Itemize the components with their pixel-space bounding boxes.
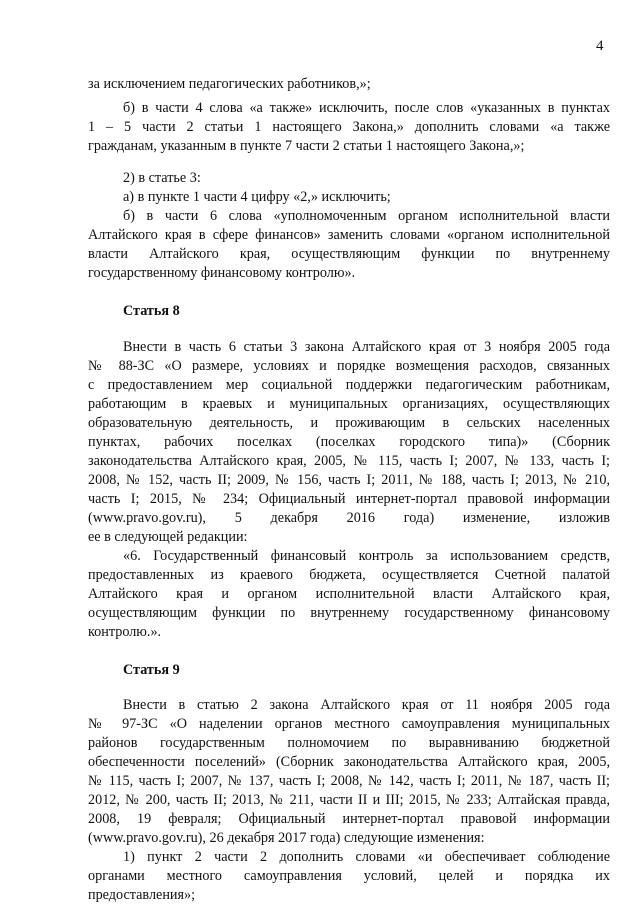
text-line: контролю.».	[88, 624, 162, 640]
text-line: гражданам, указанным в пункте 7 части 2 статьи 1 настоящего Закона,»;	[88, 138, 525, 154]
page-number: 4	[596, 38, 604, 54]
text-line: образовательную деятельность, и проживающим в сельских населенных	[88, 415, 610, 431]
text-line: (www.pravo.gov.ru), 26 декабря 2017 года) следующие изменения:	[88, 830, 485, 846]
text-line: пунктах, рабочих поселках (поселках городского типа)» (Сборник	[88, 434, 610, 450]
text-line: районов государственным полномочием по выравниванию бюджетной	[88, 735, 610, 751]
text-line: «6. Государственный финансовый контроль за использованием средств,	[123, 548, 610, 564]
text-line: предоставленных из краевого бюджета, осуществляется Счетной палатой	[88, 567, 610, 583]
text-line: Внести в часть 6 статьи 3 закона Алтайского края от 3 ноября 2005 года	[123, 339, 610, 355]
text-line: 2008, 19 февраля; Официальный интернет-портал правовой информации	[88, 811, 610, 827]
text-line: 1 – 5 части 2 статьи 1 настоящего Закона,» дополнить словами «а также	[88, 119, 610, 135]
text-line: 1) пункт 2 части 2 дополнить словами «и обеспечивает соблюдение	[123, 849, 610, 865]
text-line: Внести в статью 2 закона Алтайского края от 11 ноября 2005 года	[123, 697, 610, 713]
text-line: 2008, № 152, часть II; 2009, № 156, часть I; 2011, № 188, часть I; 2013, № 210,	[88, 472, 610, 488]
text-line: № 115, часть I; 2007, № 137, часть I; 2008, № 142, часть I; 2011, № 187, часть II;	[88, 773, 610, 789]
text-line: ее в следующей редакции:	[88, 529, 248, 545]
text-line: № 88-ЗС «О размере, условиях и порядке возмещения расходов, связанных	[88, 358, 610, 374]
text-line: б) в части 6 слова «уполномоченным органом исполнительной власти	[123, 208, 610, 224]
text-line: предоставления»;	[88, 887, 196, 903]
text-line: б) в части 4 слова «а также» исключить, после слов «указанных в пунктах	[123, 100, 610, 116]
article-heading: Статья 9	[123, 662, 180, 678]
text-line: за исключением педагогических работников,»;	[88, 76, 371, 92]
article-heading: Статья 8	[123, 303, 180, 319]
text-line: 2) в статье 3:	[123, 170, 201, 186]
text-line: а) в пункте 1 части 4 цифру «2,» исключить;	[123, 189, 391, 205]
text-line: с предоставлением мер социальной поддержки педагогическим работникам,	[88, 377, 610, 393]
text-line: органами местного самоуправления условий, целей и порядка их	[88, 868, 610, 884]
text-line: Алтайского края в сфере финансов» заменить словами «органом исполнительной	[88, 227, 610, 243]
text-line: власти Алтайского края, осуществляющим функции по внутреннему	[88, 246, 610, 262]
text-line: обеспеченности поселений» (Сборник законодательства Алтайского края, 2005,	[88, 754, 610, 770]
text-line: (www.pravo.gov.ru), 5 декабря 2016 года) изменение, изложив	[88, 510, 610, 526]
text-line: государственному финансовому контролю».	[88, 265, 356, 281]
text-line: 2012, № 200, часть II; 2013, № 211, части II и III; 2015, № 233; Алтайская правда,	[88, 792, 610, 808]
text-line: работающим в краевых и муниципальных организациях, осуществляющих	[88, 396, 610, 412]
text-line: часть I; 2015, № 234; Официальный интернет-портал правовой информации	[88, 491, 610, 507]
text-line: законодательства Алтайского края, 2005, № 115, часть I; 2007, № 133, часть I;	[88, 453, 610, 469]
text-line: № 97-ЗС «О наделении органов местного самоуправления муниципальных	[88, 716, 610, 732]
text-line: осуществляющим функции по внутреннему государственному финансовому	[88, 605, 610, 621]
text-line: Алтайского края и органом исполнительной власти Алтайского края,	[88, 586, 610, 602]
